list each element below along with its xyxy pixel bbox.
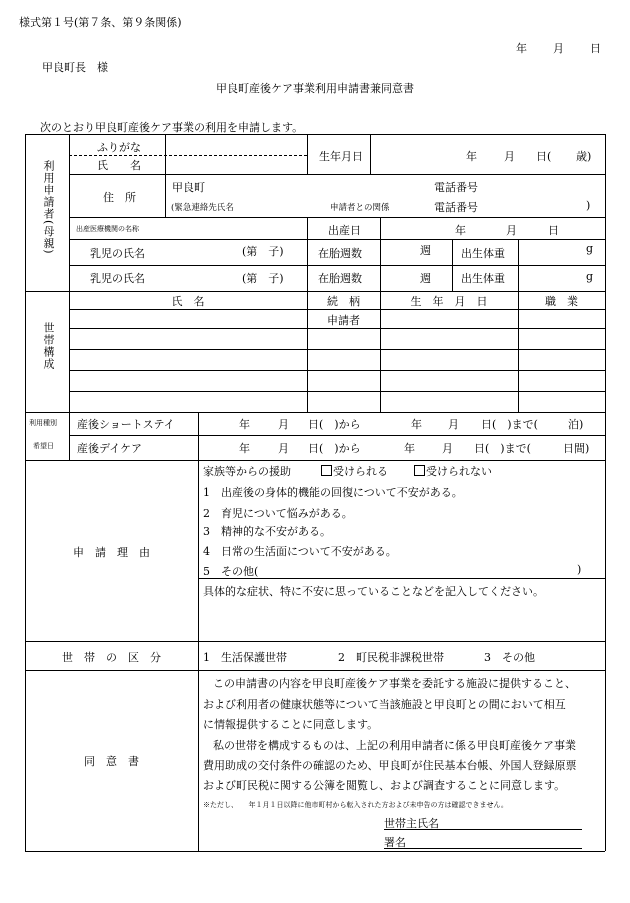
address-label: 住 所 xyxy=(103,191,136,204)
date-day: 日 xyxy=(590,42,601,55)
birthdate-label: 生年月日 xyxy=(319,150,363,163)
usage-label: 産後ショートステイ xyxy=(77,418,175,431)
close-paren: ) xyxy=(586,199,591,212)
head-of-household-line xyxy=(384,829,582,830)
weight-unit: g xyxy=(586,242,594,255)
start-day: 日( )から xyxy=(308,442,361,455)
consent-note: ※ただし、 年１月１日以降に他市町村から転入された方および未申告の方は確認できません。 xyxy=(203,801,508,809)
document-title: 甲良町産後ケア事業利用申請書兼同意書 xyxy=(216,82,414,95)
addressee: 甲良町長 様 xyxy=(42,61,108,74)
category-option[interactable]: 3 その他 xyxy=(484,651,535,664)
emergency-contact-label: (緊急連絡先氏名 xyxy=(171,203,234,213)
end-month: 月 xyxy=(448,418,459,431)
infant-name-label: 乳児の氏名 xyxy=(90,247,145,260)
phone-label: 電話番号 xyxy=(434,181,478,194)
household-header-relation: 続 柄 xyxy=(327,295,360,308)
birth-weight-label: 出生体重 xyxy=(461,272,505,285)
usage-type-label: 利用種別 xyxy=(29,419,57,427)
signature-field[interactable] xyxy=(410,832,582,848)
relationship-label: 申請者との関係 xyxy=(330,203,390,213)
delivery-day: 日 xyxy=(548,224,559,237)
address-town: 甲良町 xyxy=(172,181,205,194)
applicant-name-label: 氏 名 xyxy=(97,159,141,172)
birth-month: 月 xyxy=(504,150,515,163)
furigana-label: ふりがな xyxy=(97,141,141,154)
household-header-name: 氏 名 xyxy=(171,295,205,308)
intro-text: 次のとおり甲良町産後ケア事業の利用を申請します。 xyxy=(40,121,304,134)
head-of-household-label: 世帯主氏名 xyxy=(384,817,439,830)
reason-item: 4 日常の生活面について不安がある。 xyxy=(203,545,397,558)
delivery-date-label: 出産日 xyxy=(328,224,361,237)
gestation-weeks-label: 在胎週数 xyxy=(318,247,362,260)
start-year: 年 xyxy=(239,442,250,455)
start-month: 月 xyxy=(278,442,289,455)
birth-weight-label: 出生体重 xyxy=(461,247,505,260)
date-month: 月 xyxy=(553,42,564,55)
end-year: 年 xyxy=(404,442,415,455)
consent-line: この申請書の内容を甲良町産後ケア事業を委託する施設に提供すること、 xyxy=(213,677,576,690)
checkbox-icon[interactable] xyxy=(321,465,332,476)
age-unit: 歳) xyxy=(576,150,592,163)
applicant-name-field[interactable] xyxy=(166,135,306,173)
end-year: 年 xyxy=(411,418,422,431)
family-support-label: 家族等からの援助 xyxy=(203,465,291,478)
household-section-label: 世帯構成 xyxy=(42,322,55,370)
reason-section-label: 申 請 理 由 xyxy=(73,546,150,559)
reason-item-other: 5 その他( xyxy=(203,565,259,578)
category-section-label: 世 帯 の 区 分 xyxy=(62,651,161,664)
reason-item: 3 精神的な不安がある。 xyxy=(203,525,331,538)
emergency-phone-label: 電話番号 xyxy=(434,201,478,214)
consent-line: に情報提供することに同意します。 xyxy=(203,718,379,731)
usage-label: 産後デイケア xyxy=(77,442,143,455)
category-option[interactable]: 2 町民税非課税世帯 xyxy=(338,651,444,664)
weeks-unit: 週 xyxy=(420,244,431,257)
day-unit: 日間) xyxy=(563,442,590,455)
birth-day: 日( xyxy=(536,150,552,163)
weeks-unit: 週 xyxy=(420,272,431,285)
checkbox-icon[interactable] xyxy=(414,465,425,476)
start-day: 日( )から xyxy=(308,418,361,431)
consent-line: 私の世帯を構成するものは、上記の利用申請者に係る甲良町産後ケア事業 xyxy=(213,739,576,752)
household-header-birthdate: 生 年 月 日 xyxy=(410,295,488,308)
applicant-section-label: 利用申請者(母親) xyxy=(42,160,55,255)
reason-item: 1 出産後の身体的機能の回復について不安がある。 xyxy=(203,486,463,499)
infant-order: (第 子) xyxy=(242,272,284,285)
consent-line: および町民税に関する公簿を閲覧し、および調査することに同意します。 xyxy=(203,779,566,792)
consent-line: および利用者の健康状態等について当該施設と甲良町との間において相互 xyxy=(203,698,566,711)
delivery-year: 年 xyxy=(455,224,466,237)
birth-year: 年 xyxy=(466,150,477,163)
weight-unit: g xyxy=(586,270,594,283)
infant-order: (第 子) xyxy=(242,245,284,258)
end-day: 日( )まで( xyxy=(474,442,531,455)
form-number: 様式第１号(第７条、第９条関係) xyxy=(19,16,182,29)
other-close-paren: ) xyxy=(577,563,582,576)
start-year: 年 xyxy=(239,418,250,431)
household-header-occupation: 職 業 xyxy=(545,295,578,308)
support-yes-option[interactable]: 受けられる xyxy=(321,463,388,479)
gestation-weeks-label: 在胎週数 xyxy=(318,272,362,285)
start-month: 月 xyxy=(278,418,289,431)
consent-line: 費用助成の交付条件の確認のため、甲良町が住民基本台帳、外国人登録原票 xyxy=(203,759,577,772)
signature-line xyxy=(384,848,582,849)
reason-item: 2 育児について悩みがある。 xyxy=(203,507,353,520)
reason-note: 具体的な症状、特に不安に思っていることなどを記入してください。 xyxy=(203,585,544,598)
signature-label: 署名 xyxy=(384,836,406,849)
hospital-field[interactable] xyxy=(166,218,306,238)
applicant-relation-cell: 申請者 xyxy=(327,314,360,327)
head-of-household-field[interactable] xyxy=(446,813,582,829)
end-day: 日( )まで( xyxy=(481,418,538,431)
delivery-month: 月 xyxy=(506,224,517,237)
symptom-details-field[interactable] xyxy=(200,598,604,640)
category-option[interactable]: 1 生活保護世帯 xyxy=(203,651,287,664)
infant-name-label: 乳児の氏名 xyxy=(90,272,145,285)
support-no-option[interactable]: 受けられない xyxy=(414,463,492,479)
stay-unit: 泊) xyxy=(568,418,584,431)
date-year: 年 xyxy=(516,42,527,55)
consent-section-label: 同 意 書 xyxy=(84,755,139,768)
end-month: 月 xyxy=(442,442,453,455)
hope-date-label: 希望日 xyxy=(33,442,54,450)
hospital-label: 出産医療機関の名称 xyxy=(76,225,139,233)
